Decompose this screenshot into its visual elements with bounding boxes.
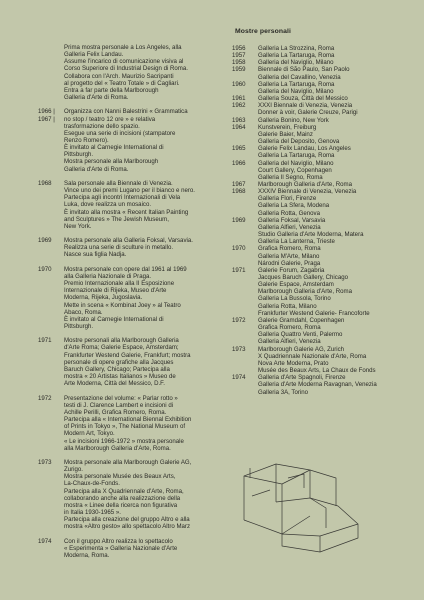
entry-line: Galleria Quattro Venti, Palermo	[258, 331, 343, 339]
year-entry	[38, 44, 220, 101]
entry-line: in Italia 1930-1965 ».	[64, 509, 121, 517]
entry-text	[258, 102, 418, 116]
year-entry	[232, 45, 418, 52]
entry-line: Mostra personale alla Marlborough	[64, 158, 159, 166]
entry-text	[258, 117, 418, 124]
wireframe-sculpture-drawing	[230, 438, 380, 558]
entry-line: Galleria La Tartaruga, Roma	[258, 152, 335, 160]
entry-line: Galleria La Bussola, Torino	[258, 295, 331, 303]
entry-line: È invitato al Carnegie International di	[64, 315, 164, 323]
entry-line: Nasce sua figlia Nadja.	[64, 251, 127, 259]
year-entry	[232, 217, 418, 246]
entry-text	[258, 346, 418, 375]
entry-line: Galleria M'Arte, Milano	[258, 252, 320, 260]
entry-year: 1967	[232, 180, 246, 188]
entry-line: Kunstverein, Freiburg	[258, 123, 317, 131]
entry-line: Galerie Felix Landau, Los Angeles	[258, 145, 351, 153]
entry-line: Mostre personali alla Marlborough Galleria	[64, 337, 179, 345]
entry-gap	[38, 387, 220, 394]
entry-year: 1968	[38, 179, 52, 187]
entry-line: Galleria Rotta, Genova	[258, 209, 320, 217]
entry-year: 1971	[232, 266, 246, 274]
entry-text	[258, 95, 418, 102]
entry-text	[64, 459, 220, 531]
entry-line: Galleria Felix Landau.	[64, 51, 124, 59]
year-entry	[38, 237, 220, 258]
entry-line: Vince uno dei premi Lugano per il bianco e nero.	[64, 187, 195, 195]
exhibitions-column	[232, 28, 418, 396]
entry-line: Court Gallery, Copenhagen	[258, 166, 332, 174]
entry-line: Pittsburgh.	[64, 323, 94, 331]
entry-year: 1963	[232, 116, 246, 124]
entry-line: Galleria d'Arte Moderna Ravagnan, Venezia	[258, 381, 377, 389]
entry-line: Galleria del Cavallino, Venezia	[258, 73, 341, 81]
entry-line: Galleria La Tartaruga, Roma	[258, 52, 335, 60]
entry-year: 1965	[232, 145, 246, 153]
entry-gap	[38, 259, 220, 266]
year-entry	[38, 180, 220, 230]
entry-line: Grafica Romero, Roma	[258, 245, 321, 253]
entry-year: 1964	[232, 123, 246, 131]
entry-line: La-Chaux-de-Fonds.	[64, 480, 120, 488]
entry-line: Jacques Baruch Gallery, Chicago	[258, 274, 348, 281]
entry-line: Galleria del Naviglio, Milano	[258, 87, 334, 95]
entry-year: 1973	[232, 345, 246, 353]
entry-text	[258, 160, 418, 181]
entry-line: Galleria Foksal, Varsavia	[258, 216, 326, 224]
entry-text	[258, 52, 418, 59]
entry-line: Frankfurter Westend Galerie- Francoforte	[258, 309, 370, 317]
entry-line: trasformazione dello spazio.	[64, 122, 140, 130]
year-entry	[38, 108, 220, 172]
entry-line: X Quadriennale Nazionale d'Arte, Roma	[258, 352, 367, 360]
entry-text	[64, 538, 220, 559]
entry-line: Baruch Gallery, Chicago; Partecipa alla	[64, 365, 170, 373]
entry-line: Galleria del Naviglio, Milano	[258, 59, 334, 67]
year-entry	[232, 102, 418, 116]
entry-line: mostra « Linee della ricerca non figurativa	[64, 501, 178, 509]
entry-line: Galleria La Strozzina, Roma	[258, 45, 335, 52]
entry-year: 1971	[38, 337, 52, 345]
entry-line: alla Galleria Nazionale di Praga.	[64, 272, 152, 280]
entry-text	[258, 124, 418, 145]
year-entry	[232, 95, 418, 102]
entry-text	[258, 374, 418, 395]
year-entry	[38, 538, 220, 559]
entry-line: Galleria Flori, Firenze	[258, 195, 317, 203]
entry-line: Zurigo.	[64, 466, 83, 474]
entry-gap	[38, 330, 220, 337]
year-entry	[232, 145, 418, 159]
entry-year: 1969	[232, 216, 246, 224]
entry-text	[258, 245, 418, 266]
entry-line: Mostra personale alla Galleria Foksal, Varsavia.	[64, 237, 193, 245]
year-entry	[232, 66, 418, 80]
entry-line: Galleria d'Arte di Roma.	[64, 165, 129, 173]
entry-line: Grafica Romero, Roma	[258, 324, 321, 332]
entry-line: Esegue una serie di incisioni (stampatore	[64, 129, 176, 137]
year-entry	[232, 181, 418, 188]
entry-line: « Le incisioni 1966-1972 » mostra personale	[64, 437, 184, 445]
entry-line: Frankfurter Westend Galerie, Frankfurt; mostra	[64, 351, 191, 359]
entry-line: mostra « 20 Artistas Italianos » Museo de	[64, 373, 176, 381]
entry-year: 1966	[232, 159, 246, 167]
entry-line: Premio Internazionale alla II Esposizione	[64, 280, 175, 288]
entry-line: Galerie Espace, Amsterdam	[258, 281, 334, 289]
entry-text	[258, 59, 418, 66]
entry-line: Con il gruppo Altro realizza lo spettacolo	[64, 537, 173, 545]
entry-line: Realizza una serie di sculture in metallo.	[64, 244, 174, 252]
entry-line: Donner à voir, Galerie Creuze, Parigi	[258, 109, 358, 117]
year-entry	[232, 81, 418, 95]
entry-line: Luka, dove realizza un mosaico.	[64, 201, 152, 209]
entry-line: and Sculptures » The Jewish Museum,	[64, 215, 169, 223]
year-entry	[232, 188, 418, 217]
entry-line: Národni Galerie, Praga	[258, 259, 321, 267]
entry-year: 1974	[232, 374, 246, 382]
entry-gap	[38, 531, 220, 538]
entry-year: 1959	[232, 66, 246, 74]
year-entry	[232, 160, 418, 181]
entry-line: Galleria d'Arte di Roma.	[64, 94, 129, 102]
entry-line: Partecipa alla creazione del gruppo Altro e alla	[64, 516, 190, 524]
entry-line: Mette in scena « Kombinat Joey » al Teatro	[64, 301, 181, 309]
entry-line: Galerie Forum, Zagabria	[258, 266, 325, 274]
entry-gap	[38, 230, 220, 237]
year-entry	[38, 459, 220, 531]
entry-line: Galerie Gramdahl, Copenhagen	[258, 316, 345, 324]
entry-line: Mostra personale alla Marlborough Galerie AG,	[64, 458, 192, 466]
entry-line: Partecipa agli incontri Internazionali di Vela	[64, 194, 181, 202]
entry-line: Modern Art, Tokyo.	[64, 430, 115, 438]
entry-line: È invitato alla mostra « Recent Italian Painting	[64, 208, 189, 216]
year-entry	[232, 317, 418, 346]
entry-year: 1960	[232, 80, 246, 88]
section-heading: Mostre personali	[235, 28, 291, 35]
entry-year: 1962	[232, 102, 246, 110]
entry-text	[258, 45, 418, 52]
entry-text	[258, 145, 418, 159]
entry-line: Pittsburgh.	[64, 151, 94, 159]
year-entry	[232, 245, 418, 266]
entry-year: 1972	[38, 394, 52, 402]
entry-gap	[38, 452, 220, 459]
entry-line: al progetto del « Teatro Totale » di Cagliari.	[64, 79, 180, 87]
entry-line: of Prints in Tokyo », The National Museum of	[64, 423, 186, 431]
entry-line: Renzo Romero).	[64, 137, 109, 145]
entry-line: Mostra personale Musée des Beaux Arts,	[64, 473, 176, 481]
entry-line: Assume l'incarico di comunicazione visiva al	[64, 58, 184, 66]
entry-line: Sala personale alla Biennale di Venezia.	[64, 179, 173, 187]
entry-line: Moderna, Roma.	[64, 551, 110, 559]
entry-text	[64, 395, 220, 452]
entry-line: Galleria 3A, Torino	[258, 388, 309, 396]
entry-line: Abaco, Roma.	[64, 308, 103, 316]
entry-line: personale di opere grafiche alla Jacques	[64, 358, 174, 366]
entry-line: Galleria Alfieri, Venezia	[258, 338, 321, 346]
entry-line: Corso Superiore di Industrial Design di Roma.	[64, 65, 188, 73]
entry-line: Collabora con l'Arch. Maurizio Sacripanti	[64, 72, 174, 80]
entry-year: 1957	[232, 52, 246, 60]
entry-year: 1968	[232, 188, 246, 196]
entry-line: Marlborough Galleria d'Arte, Roma	[258, 288, 352, 296]
entry-line: Achille Perilli, Grafica Romero, Roma.	[64, 408, 167, 416]
entry-line: mostra «Altro gesto» allo spettacolo Altro Marz	[64, 523, 190, 531]
entry-year: 1970	[232, 245, 246, 253]
entry-text	[258, 81, 418, 95]
entry-line: Mostra personale con opere dal 1961 al 1969	[64, 265, 187, 273]
entry-year: 1972	[232, 316, 246, 324]
year-entry	[232, 52, 418, 59]
entry-line: Galleria La Sfera, Modena	[258, 202, 330, 210]
entry-line: Galleria d'Arte Spagnoli, Firenze	[258, 374, 346, 382]
entry-line: « Esperimenta » Galleria Nazionale d'Arte	[64, 544, 178, 552]
entry-text	[64, 237, 220, 258]
entry-line: Moderna, Rijeka, Jugoslavia.	[64, 294, 143, 302]
entry-line: Partecipa alla X Quadriennale d'Arte, Roma,	[64, 487, 184, 495]
year-entry	[38, 266, 220, 330]
entry-line: XXXIV Biennale di Venezia, Venezia	[258, 188, 357, 196]
entry-line: Presentazione del volume: « Parlar rotto »	[64, 394, 178, 402]
entry-line: È invitato al Carnegie International di	[64, 144, 164, 152]
entry-text	[258, 267, 418, 317]
entry-line: Galleria Souza, Città del Messico	[258, 95, 348, 103]
entry-line: New York.	[64, 222, 92, 230]
entry-line: d'Arte Roma; Galerie Espace, Amsterdam;	[64, 344, 179, 352]
entry-line: Arte Moderna, Città del Messico, D.F.	[64, 380, 165, 388]
year-entry	[232, 117, 418, 124]
year-entry	[232, 59, 418, 66]
entry-text	[258, 188, 418, 217]
entry-text	[64, 266, 220, 330]
entry-line: XXXI Biennale di Venezia, Venezia	[258, 102, 353, 110]
entry-line: alla Marlborough Galleria d'Arte, Roma.	[64, 444, 171, 452]
entry-line: Organizza con Nanni Balestrini « Grammatica	[64, 108, 188, 116]
entry-line: Marlborough Galleria d'Arte, Roma	[258, 180, 352, 188]
year-entry	[232, 374, 418, 395]
entry-text	[64, 180, 220, 230]
entry-line: Studio Galleria d'Arte Moderna, Matera	[258, 231, 364, 239]
entry-year	[38, 44, 64, 101]
entry-gap	[38, 173, 220, 180]
entry-year: 1956	[232, 45, 246, 52]
entry-year: 1966 | 1967 |	[38, 108, 55, 123]
entry-line: Prima mostra personale a Los Angeles, alla	[64, 44, 182, 51]
entry-line: Galleria Il Segno, Roma	[258, 173, 323, 181]
entry-text	[258, 181, 418, 188]
chronology-column	[38, 44, 220, 559]
year-entry	[232, 346, 418, 375]
entry-line: Galleria La Tartaruga, Roma	[258, 80, 335, 88]
entry-line: collaborando anche alla realizzazione della	[64, 494, 181, 502]
entry-line: Galleria del Deposito, Genova	[258, 138, 340, 146]
entry-line: Biennale di São Paulo, San Paolo	[258, 66, 350, 74]
entry-line: Galleria Alfieri, Venezia	[258, 223, 321, 231]
entry-text	[64, 108, 220, 172]
year-entry	[38, 395, 220, 452]
entry-line: Musée des Beaux Arts, La Chaux de Fonds	[258, 367, 376, 375]
entry-year: 1958	[232, 59, 246, 67]
entry-year: 1973	[38, 458, 52, 466]
entry-line: Galleria del Naviglio, Milano	[258, 159, 334, 167]
entry-line: Marlborough Galerie AG, Zurich	[258, 345, 345, 353]
entry-text	[258, 317, 418, 346]
entry-line: Partecipa alla « International Biennal Exhibition	[64, 416, 192, 424]
entry-year: 1974	[38, 537, 52, 545]
entry-line: Internazionale di Rijeka, Museo d'Arte	[64, 287, 167, 295]
year-entry	[38, 337, 220, 387]
year-entry	[232, 267, 418, 317]
entry-line: Galerie Baier, Mainz	[258, 130, 313, 138]
entry-text	[258, 66, 418, 80]
entry-line: no stop / teatro 12 ore » e relativa	[64, 115, 156, 123]
entry-text	[64, 44, 220, 101]
entry-line: Galleria Bonino, New York	[258, 116, 329, 124]
entry-line: testi di J. Clarence Lambert e incisioni di	[64, 401, 174, 409]
entry-gap	[38, 101, 220, 108]
entry-line: Entra a far parte della Marlborough	[64, 86, 159, 94]
entry-text	[258, 217, 418, 246]
entry-line: Galleria La Lanterna, Trieste	[258, 238, 335, 246]
entry-year: 1969	[38, 237, 52, 245]
entry-year: 1970	[38, 265, 52, 273]
year-entry	[232, 124, 418, 145]
entry-line: Galleria Rotta, Milano	[258, 302, 317, 310]
entry-year: 1961	[232, 95, 246, 103]
entry-text	[64, 337, 220, 387]
entry-line: Nova Arte Moderna, Prato	[258, 359, 329, 367]
